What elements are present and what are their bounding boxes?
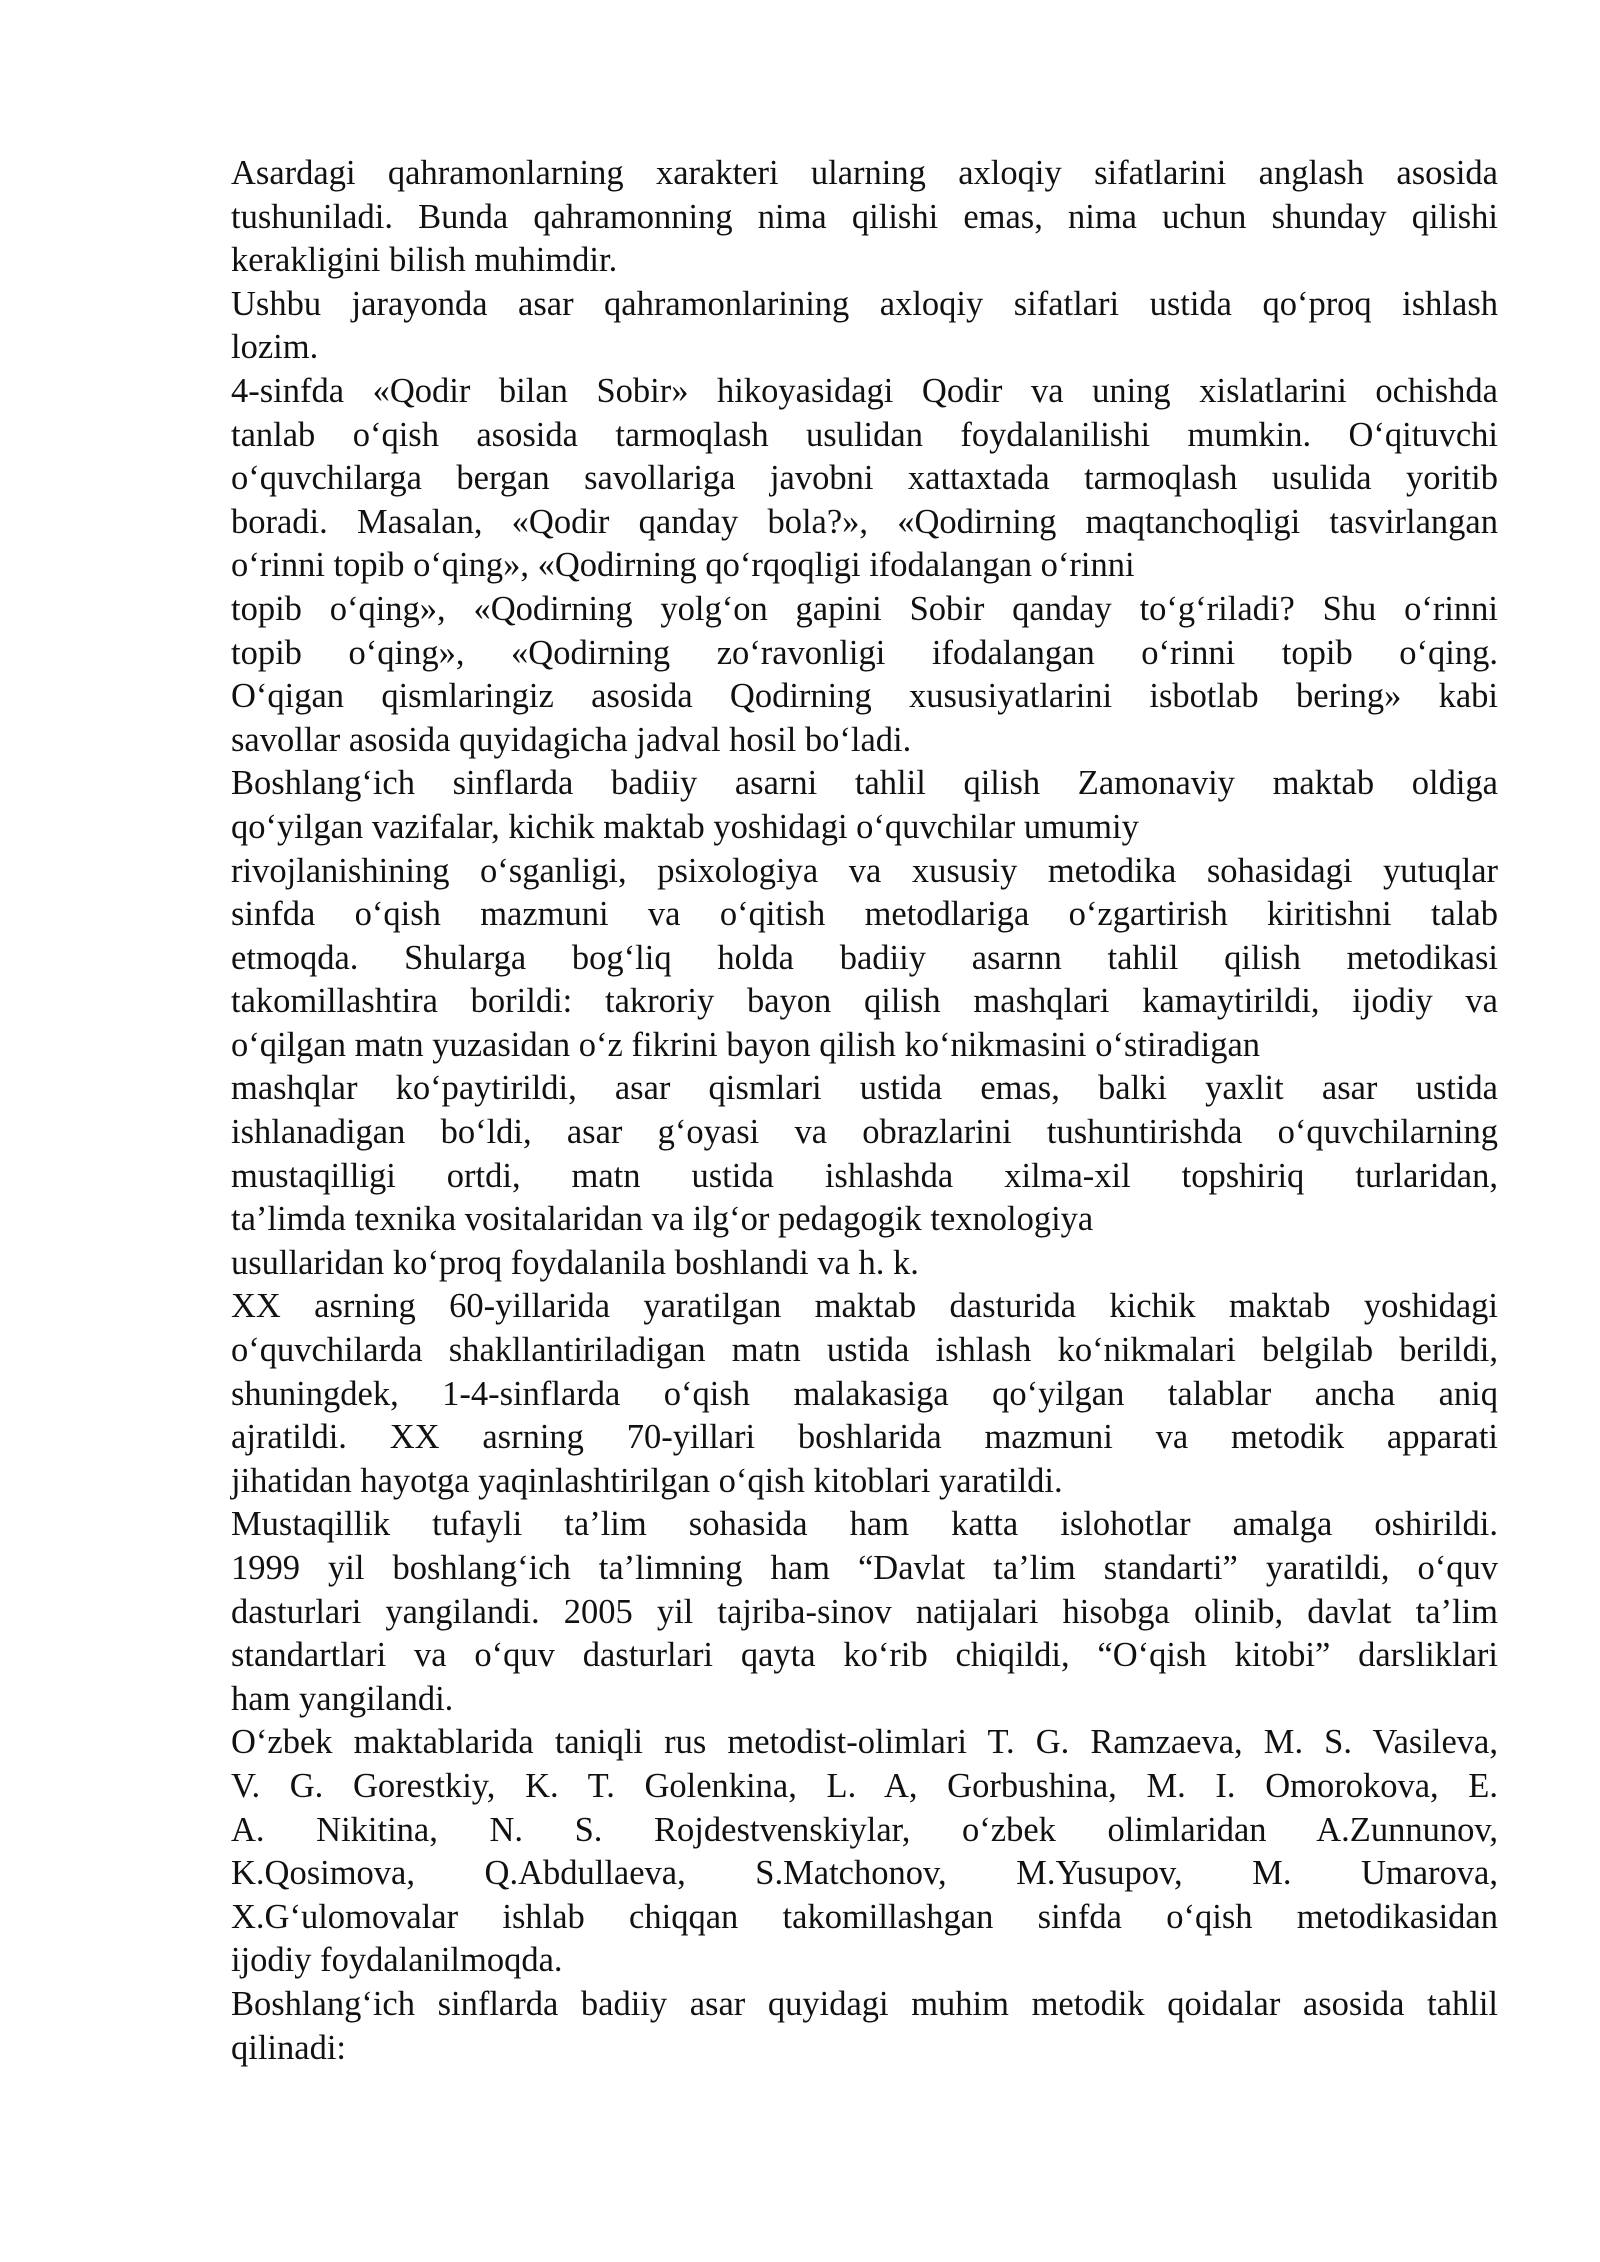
text-line: topib o‘qing», «Qodirning zo‘ravonligi ifodalangan o‘rinni topib o‘qing. xyxy=(231,633,1498,672)
text-line: takomillashtira borildi: takroriy bayon qilish mashqlari kamaytirildi, ijodiy va xyxy=(231,982,1498,1021)
text-line: tanlab o‘qish asosida tarmoqlash usulidan foydalanilishi mumkin. O‘qituvchi xyxy=(231,415,1498,454)
text-line: sinfda o‘qish mazmuni va o‘qitish metodlariga o‘zgartirish kiritishni talab xyxy=(231,895,1498,934)
text-line: etmoqda. Shularga bog‘liq holda badiiy asarnn tahlil qilish metodikasi xyxy=(231,938,1498,977)
text-line: O‘qigan qismlaringiz asosida Qodirning xususiyatlarini isbotlab bering» kabi xyxy=(231,677,1498,716)
text-line: Ushbu jarayonda asar qahramonlarining axloqiy sifatlari ustida qo‘proq ishlash xyxy=(231,284,1498,323)
text-line: kerakligini bilish muhimdir. xyxy=(231,241,618,280)
text-line: dasturlari yangilandi. 2005 yil tajriba-sinov natijalari hisobga olinib, davlat ta’lim xyxy=(231,1592,1498,1631)
text-line: usullaridan ko‘proq foydalanila boshlandi va h. k. xyxy=(231,1243,919,1282)
text-line: shuningdek, 1-4-sinflarda o‘qish malakasiga qo‘yilgan talablar ancha aniq xyxy=(231,1374,1498,1413)
text-line: XX asrning 60-yillarida yaratilgan maktab dasturida kichik maktab yoshidagi xyxy=(231,1287,1498,1326)
document-body xyxy=(231,152,1498,2070)
text-line: o‘qilgan matn yuzasidan o‘z fikrini bayon qilish ko‘nikmasini o‘stiradigan xyxy=(231,1025,1261,1064)
text-line: qilinadi: xyxy=(231,2028,346,2067)
text-line: rivojlanishining o‘sganligi, psixologiya va xususiy metodika sohasidagi yutuqlar xyxy=(231,851,1498,890)
text-line: boradi. Masalan, «Qodir qanday bola?», «Qodirning maqtanchoqligi tasvirlangan xyxy=(231,502,1498,541)
text-line: 4-sinfda «Qodir bilan Sobir» hikoyasidagi Qodir va uning xislatlarini ochishda xyxy=(231,371,1498,410)
text-line: A. Nikitina, N. S. Rojdestvenskiylar, o‘zbek olimlaridan A.Zunnunov, xyxy=(231,1810,1498,1849)
text-line: lozim. xyxy=(231,328,319,367)
text-line: mashqlar ko‘paytirildi, asar qismlari ustida emas, balki yaxlit asar ustida xyxy=(231,1069,1498,1108)
text-line: o‘quvchilarda shakllantiriladigan matn ustida ishlash ko‘nikmalari belgilab berildi, xyxy=(231,1331,1498,1370)
text-line: qo‘yilgan vazifalar, kichik maktab yoshidagi o‘quvchilar umumiy xyxy=(231,807,1139,846)
text-line: Boshlang‘ich sinflarda badiiy asar quyidagi muhim metodik qoidalar asosida tahlil xyxy=(231,1984,1498,2023)
text-line: O‘zbek maktablarida taniqli rus metodist-olimlari T. G. Ramzaeva, M. S. Vasileva, xyxy=(231,1723,1498,1762)
text-line: Boshlang‘ich sinflarda badiiy asarni tahlil qilish Zamonaviy maktab oldiga xyxy=(231,764,1498,803)
text-line: o‘quvchilarga bergan savollariga javobni xattaxtada tarmoqlash usulida yoritib xyxy=(231,459,1498,498)
text-line: ta’limda texnika vositalaridan va ilg‘or pedagogik texnologiya xyxy=(231,1200,1094,1239)
text-line: o‘rinni topib o‘qing», «Qodirning qo‘rqoqligi ifodalangan o‘rinni xyxy=(231,546,1135,585)
text-line: savollar asosida quyidagicha jadval hosil bo‘ladi. xyxy=(231,720,912,759)
text-line: ishlanadigan bo‘ldi, asar g‘oyasi va obrazlarini tushuntirishda o‘quvchilarning xyxy=(231,1113,1498,1152)
text-line: K.Qosimova, Q.Abdullaeva, S.Matchonov, M.Yusupov, M. Umarova, xyxy=(231,1854,1498,1893)
text-line: tushuniladi. Bunda qahramonning nima qilishi emas, nima uchun shunday qilishi xyxy=(231,197,1498,236)
text-line: V. G. Gorestkiy, K. T. Golenkina, L. A, Gorbushina, M. I. Omorokova, E. xyxy=(231,1766,1498,1805)
text-line: 1999 yil boshlang‘ich ta’limning ham “Davlat ta’lim standarti” yaratildi, o‘quv xyxy=(231,1549,1498,1587)
text-line: X.G‘ulomovalar ishlab chiqqan takomillashgan sinfda o‘qish metodikasidan xyxy=(231,1897,1498,1936)
text-line: jihatidan hayotga yaqinlashtirilgan o‘qish kitoblari yaratildi. xyxy=(231,1461,1063,1500)
text-line: Asardagi qahramonlarning xarakteri ularning axloqiy sifatlarini anglash asosida xyxy=(231,154,1498,192)
text-line: ijodiy foydalanilmoqda. xyxy=(231,1941,563,1980)
text-line: topib o‘qing», «Qodirning yolg‘on gapini Sobir qanday to‘g‘riladi? Shu o‘rinni xyxy=(231,589,1498,628)
text-line: Mustaqillik tufayli ta’lim sohasida ham katta islohotlar amalga oshirildi. xyxy=(231,1505,1498,1544)
text-line: ajratildi. XX asrning 70-yillari boshlarida mazmuni va metodik apparati xyxy=(231,1418,1498,1457)
text-line: ham yangilandi. xyxy=(231,1679,454,1718)
text-line: mustaqilligi ortdi, matn ustida ishlashda xilma-xil topshiriq turlaridan, xyxy=(231,1156,1498,1195)
text-line: standartlari va o‘quv dasturlari qayta ko‘rib chiqildi, “O‘qish kitobi” darsliklari xyxy=(231,1636,1498,1675)
